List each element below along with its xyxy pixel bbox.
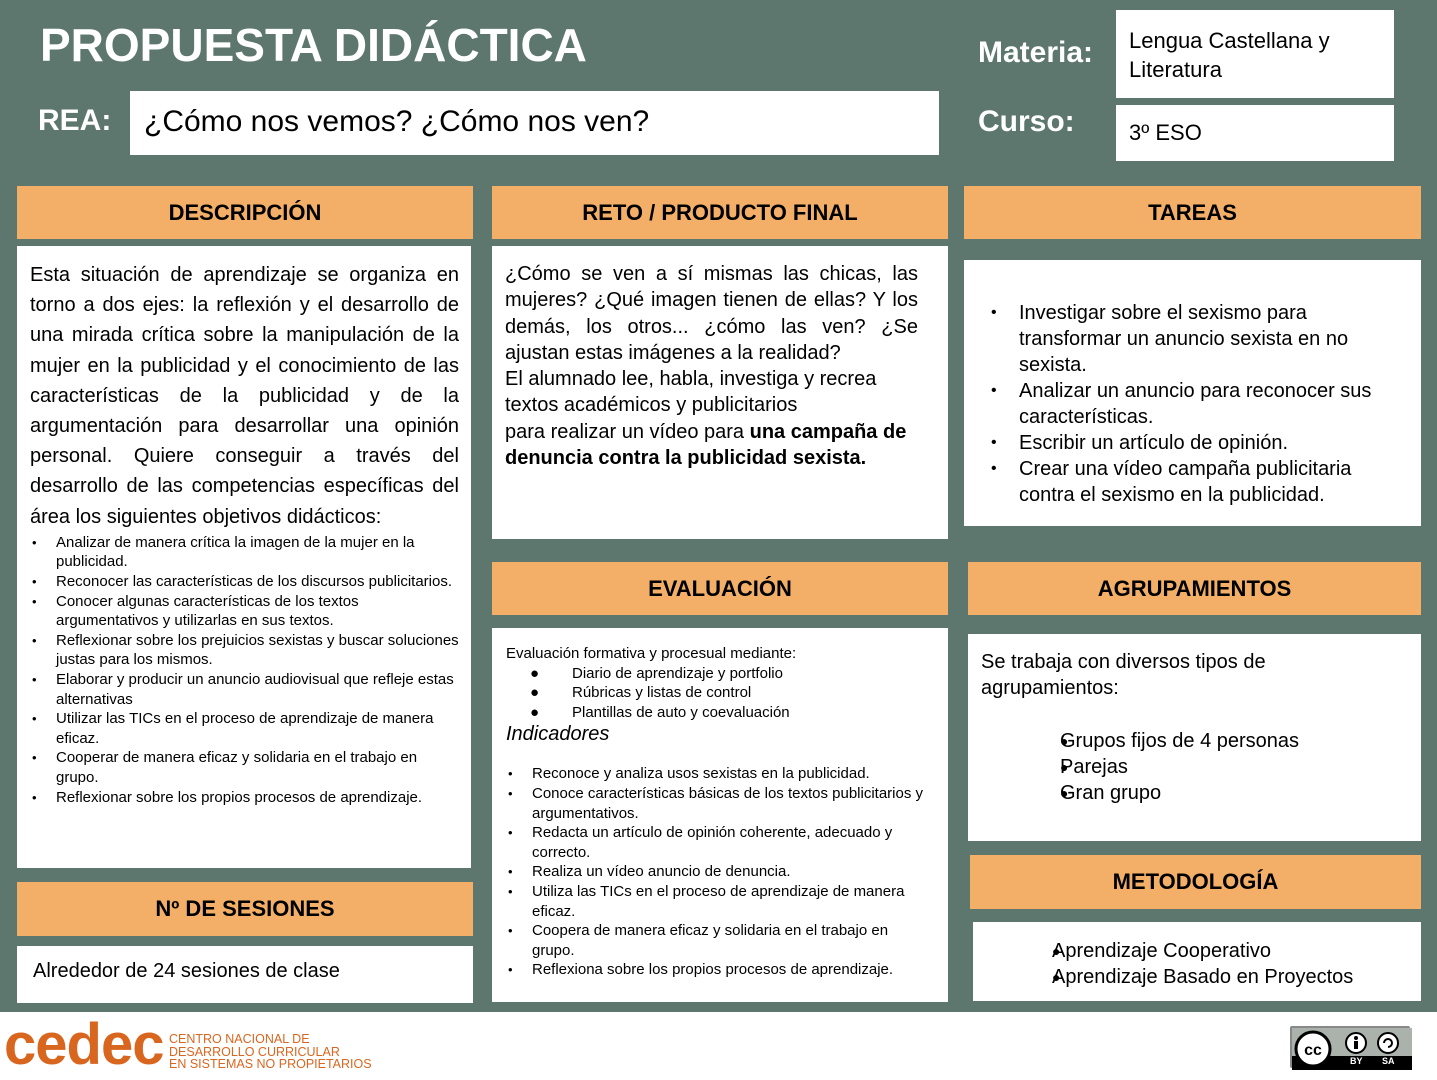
list-item: ● Plantillas de auto y coevaluación [530,703,790,721]
reto-panel [492,246,948,539]
descripcion-header: DESCRIPCIÓN [17,186,473,239]
rea-value: ¿Cómo nos vemos? ¿Cómo nos ven? [130,91,939,155]
sesiones-header: Nº DE SESIONES [17,882,473,936]
cc-by-sa-icon[interactable]: cc BY SA [1290,1026,1410,1068]
list-item: • Conocer algunas características de los textos argumentativos y utilizarlas en sus textos. [30,592,459,631]
list-item: • Elaborar y producir un anuncio audiovisual que refleje estas alternativas [30,670,459,709]
list-item: • Crear una vídeo campaña publicitaria contra el sexismo en la publicidad. [978,456,1407,508]
list-item: • Realiza un vídeo anuncio de denuncia. [506,862,934,882]
list-item: ● Diario de aprendizaje y portfolio [530,664,783,682]
agrupamientos-list [981,728,1311,806]
list-item: • Conoce características básicas de los textos publicitarios y argumentativos. [506,784,934,823]
list-item: ● Gran grupo [1018,780,1311,806]
indicadores-label: Indicadores [506,723,610,746]
cedec-logo[interactable]: cedec [4,1012,164,1077]
descripcion-panel [17,246,471,868]
curso-label: Curso: [978,105,1075,138]
svg-text:cc: cc [1304,1042,1322,1059]
list-item: • Utiliza las TICs en el proceso de aprendizaje de manera eficaz. [506,882,934,921]
list-item: • Redacta un artículo de opinión coherente, adecuado y correcto. [506,823,934,862]
metodologia-list [1009,938,1421,990]
indicadores-list [506,764,934,980]
list-item: • Coopera de manera eficaz y solidaria en el trabajo en grupo. [506,921,934,960]
curso-value: 3º ESO [1116,105,1394,161]
list-item: ● Rúbricas y listas de control [530,684,752,702]
reto-text-bold: una campaña de denuncia contra la publicidad sexista. [505,420,907,470]
list-item: • Analizar de manera crítica la imagen de la mujer en la publicidad. [30,533,459,572]
metodologia-panel [973,922,1421,1001]
page-title: PROPUESTA DIDÁCTICA [40,19,587,71]
list-item: ● Grupos fijos de 4 personas [1018,728,1311,754]
evaluacion-panel [492,628,948,1002]
list-item: ● Aprendizaje Cooperativo [1009,938,1421,964]
tareas-panel [964,260,1421,526]
tareas-list [978,300,1407,508]
agrupamientos-intro: Se trabaja con diversos tipos de agrupamientos: [981,651,1266,699]
metodologia-header: METODOLOGÍA [970,855,1421,909]
objetivos-list [30,533,459,807]
tareas-header: TAREAS [964,186,1421,239]
descripcion-intro: Esta situación de aprendizaje se organiza en torno a dos ejes: la reflexión y el desarrollo de una mirada crítica sobre la manipulación de la mujer en la publicidad y el conocimiento de las características de la publicidad y de la argumentación para desarrollar una opinión personal. Quiere conseguir a través del desarrollo de las competencias específicas del área los siguientes objetivos didácticos: [30,264,459,528]
sesiones-text: Alrededor de 24 sesiones de clase [17,946,473,1003]
reto-text: El alumnado lee, habla, investiga y recrea textos académicos y publicitarios [505,368,877,417]
list-item: • Cooperar de manera eficaz y solidaria en el trabajo en grupo. [30,748,459,787]
list-item: • Investigar sobre el sexismo para transformar un anuncio sexista en no sexista. [978,300,1407,378]
list-item: • Reflexionar sobre los propios procesos de aprendizaje. [30,788,459,808]
materia-value: Lengua Castellana y Literatura [1116,10,1394,98]
rea-label: REA: [38,104,112,137]
list-item: • Reconoce y analiza usos sexistas en la publicidad. [506,764,934,784]
list-item: • Reflexiona sobre los propios procesos de aprendizaje. [506,960,934,980]
evaluacion-intro: Evaluación formativa y procesual mediante: [506,645,797,662]
list-item: ● Aprendizaje Basado en Proyectos [1009,964,1421,990]
agrupamientos-panel [968,634,1421,841]
list-item: • Reconocer las características de los discursos publicitarios. [30,572,459,592]
list-item: ● Parejas [1018,754,1311,780]
list-item: • Escribir un artículo de opinión. [978,430,1407,456]
list-item: • Reflexionar sobre los prejuicios sexistas y buscar soluciones justas para los mismos. [30,631,459,670]
reto-text-lead: para realizar un vídeo para [505,420,745,443]
list-item: • Utilizar las TICs en el proceso de aprendizaje de manera eficaz. [30,709,459,748]
reto-questions: ¿Cómo se ven a sí mismas las chicas, las mujeres? ¿Qué imagen tienen de ellas? Y los demás, los otros... ¿cómo las ven? ¿Se ajustan estas imágenes a la realidad? [505,263,918,364]
evaluacion-header: EVALUACIÓN [492,562,948,615]
list-item: • Analizar un anuncio para reconocer sus características. [978,378,1407,430]
materia-label: Materia: [978,36,1094,69]
reto-header: RETO / PRODUCTO FINAL [492,186,948,239]
cedec-subtitle: CENTRO NACIONAL DE DESARROLLO CURRICULAR EN SISTEMAS NO PROPIETARIOS [169,1032,372,1071]
agrupamientos-header: AGRUPAMIENTOS [968,562,1421,615]
evaluacion-tools [506,664,934,723]
